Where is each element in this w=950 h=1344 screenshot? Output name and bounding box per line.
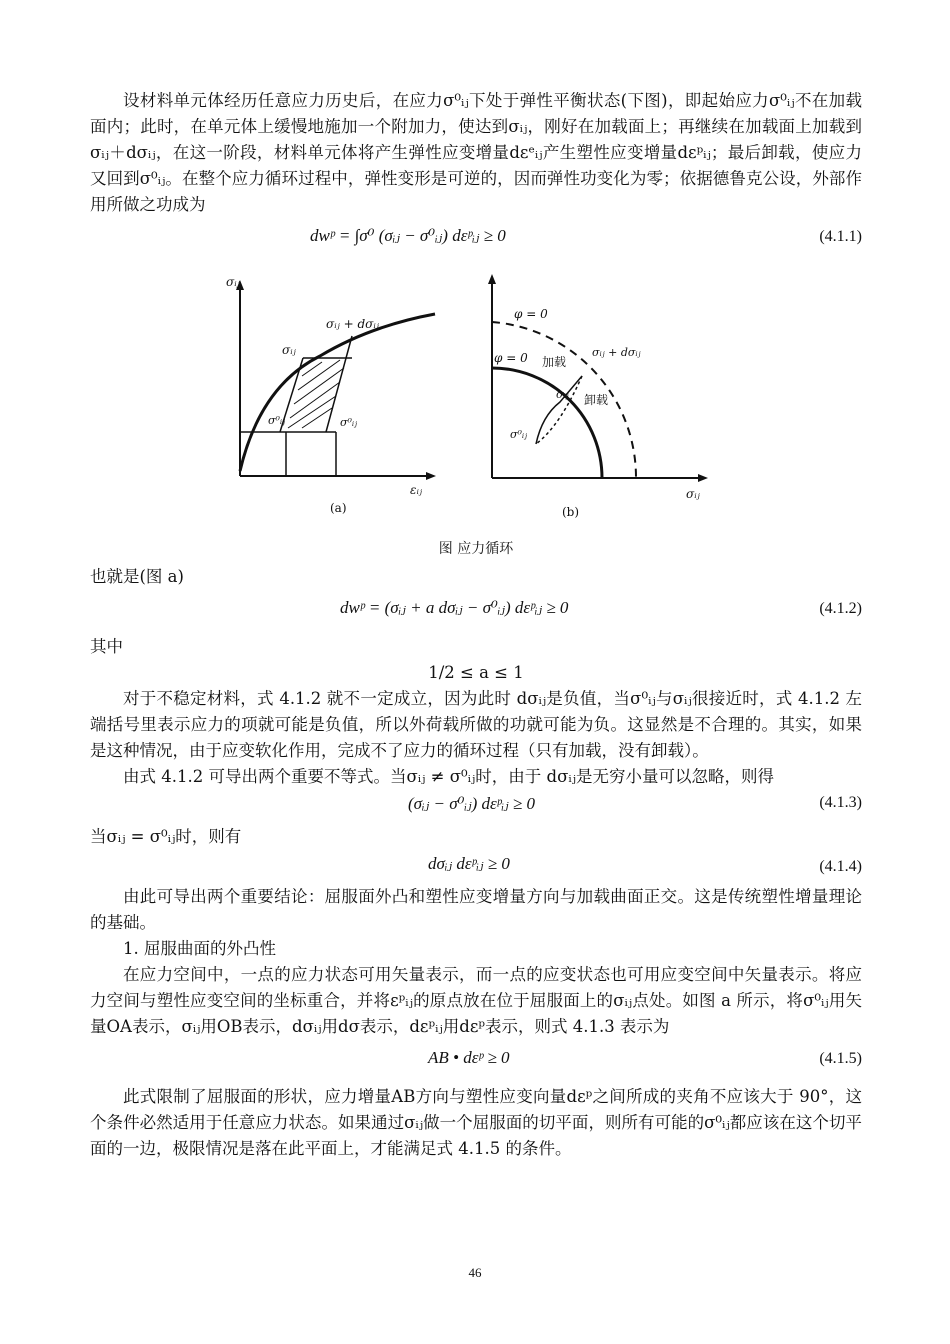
equation-text: dwᵖ = ∫σ⁰ (σᵢⱼ − σ⁰ᵢⱼ) dεᵖᵢⱼ ≥ 0: [310, 226, 506, 245]
a-p0-label: σ⁰ᵢⱼ: [268, 414, 286, 427]
paragraph-where: 其中: [90, 637, 123, 656]
equation-text: AB • dεᵖ ≥ 0: [428, 1048, 510, 1067]
a-x-arrow: [426, 472, 436, 480]
a-mid-label: σᵢⱼ: [282, 343, 296, 357]
paragraph-conclusions: 由此可导出两个重要结论：屈服面外凸和塑性应变增量方向与加载曲面正交。这是传统塑性增量理论的基础。: [90, 887, 862, 932]
paragraph-when-equal: 当σᵢⱼ = σ⁰ᵢⱼ时，则有: [90, 827, 242, 846]
b-load-label: 加载: [542, 355, 567, 369]
equation-number: (4.1.3): [819, 794, 862, 811]
equation-number: (4.1.2): [819, 600, 862, 617]
paragraph-unstable: 对于不稳定材料，式 4.1.2 就不一定成立，因为此时 dσᵢⱼ是负值，当σ⁰ᵢⱼ与σᵢⱼ很接近时，式 4.1.2 左端括号里表示应力的项就可能是负值，所以外荷载所做的功就可能为负。这显然是不合理的。其实，如果是这种情况，由于应变软化作用，完成不了应力的循环过程（只有加载，没有卸载）。: [90, 689, 862, 760]
b-mid-label: σᵢⱼ: [556, 388, 569, 401]
section-heading-convexity: 1. 屈服曲面的外凸性: [123, 939, 276, 958]
b-load-path: [536, 376, 582, 444]
paragraph-vector: 在应力空间中，一点的应力状态可用矢量表示，而一点的应变状态也可用应变空间中矢量表示。将应力空间与塑性应变空间的坐标重合，并将εᵖᵢⱼ的原点放在位于屈服面上的σᵢⱼ点处。如图 a 所示，将σ⁰ᵢⱼ用矢量OA表示，σᵢⱼ用OB表示，dσᵢⱼ用dσ表示，dεᵖᵢⱼ用dεᵖ表示，则式 4.1.3 表示为: [90, 965, 862, 1036]
a-y-label: σᵢⱼ: [226, 275, 240, 289]
document-body: [90, 88, 862, 1162]
b-p0-label: σ⁰ᵢⱼ: [510, 428, 528, 441]
equation-number: (4.1.4): [819, 858, 862, 875]
equation-4-1-3: [90, 790, 862, 824]
page-number: 46: [468, 1265, 482, 1280]
figure-b: [488, 274, 708, 519]
figure-stress-cycle: [90, 266, 862, 536]
equation-4-1-5: [90, 1040, 862, 1084]
paragraph-that-is: 也就是(图 a): [90, 567, 184, 586]
equation-4-1-2: [90, 590, 862, 634]
a-curve: [240, 314, 435, 471]
a-p0b-label: σ⁰ᵢⱼ: [340, 416, 358, 429]
a-x-label: εᵢⱼ: [410, 483, 423, 497]
b-label: (b): [562, 505, 580, 519]
equation-number: (4.1.5): [819, 1050, 862, 1067]
paragraph-inequalities: 由式 4.1.2 可导出两个重要不等式。当σᵢⱼ ≠ σ⁰ᵢⱼ时，由于 dσᵢⱼ是无穷小量可以忽略，则得: [123, 767, 775, 786]
a-label: (a): [330, 501, 347, 515]
b-x-arrow: [698, 474, 708, 482]
b-x-label: σᵢⱼ: [686, 487, 700, 501]
paragraph-restriction: 此式限制了屈服面的形状，应力增量AB方向与塑性应变向量dεᵖ之间所成的夹角不应该大于 90°，这个条件必然适用于任意应力状态。如果通过σᵢⱼ做一个屈服面的切平面，则所有可能的σ⁰ᵢⱼ都应该在这个切平面的一边，极限情况是落在此平面上，才能满足式 4.1.5 的条件。: [90, 1087, 862, 1158]
equation-text: dwᵖ = (σᵢⱼ + a dσᵢⱼ − σ⁰ᵢⱼ) dεᵖᵢⱼ ≥ 0: [340, 598, 569, 617]
figure-caption: 图 应力循环: [438, 541, 514, 557]
b-y-arrow: [488, 274, 496, 284]
condition-a: 1/2 ≤ a ≤ 1: [428, 663, 524, 682]
a-top-label: σᵢⱼ + dσᵢⱼ: [326, 317, 379, 331]
equation-number: (4.1.1): [819, 228, 862, 245]
equation-4-1-1: [90, 218, 862, 262]
b-top-label: σᵢⱼ + dσᵢⱼ: [592, 346, 641, 359]
equation-text: (σᵢⱼ − σ⁰ᵢⱼ) dεᵖᵢⱼ ≥ 0: [408, 794, 536, 813]
equation-4-1-4: [90, 850, 862, 884]
figure-svg: [90, 266, 862, 536]
b-inner-surface: [492, 368, 602, 478]
equation-text: dσᵢⱼ dεᵖᵢⱼ ≥ 0: [428, 854, 510, 873]
b-unload-label: 卸载: [584, 393, 609, 407]
b-phi-inner: φ = 0: [494, 351, 528, 365]
b-unload-path: [536, 376, 582, 444]
b-phi-outer: φ = 0: [514, 307, 548, 321]
figure-a: [226, 275, 436, 515]
paragraph-intro: 设材料单元体经历任意应力历史后，在应力σ⁰ᵢⱼ下处于弹性平衡状态(下图)，即起始应力σ⁰ᵢⱼ不在加载面内；此时，在单元体上缓慢地施加一个附加力，使达到σᵢⱼ，刚好在加载面上；再继续在加载面上加载到σᵢⱼ＋dσᵢⱼ，在这一阶段，材料单元体将产生弹性应变增量dεᵉᵢⱼ产生塑性应变增量dεᵖᵢⱼ；最后卸载，使应力又回到σ⁰ᵢⱼ。在整个应力循环过程中，弹性变形是可逆的，因而弹性功变化为零；依据德鲁克公设，外部作用所做之功成为: [90, 91, 862, 214]
